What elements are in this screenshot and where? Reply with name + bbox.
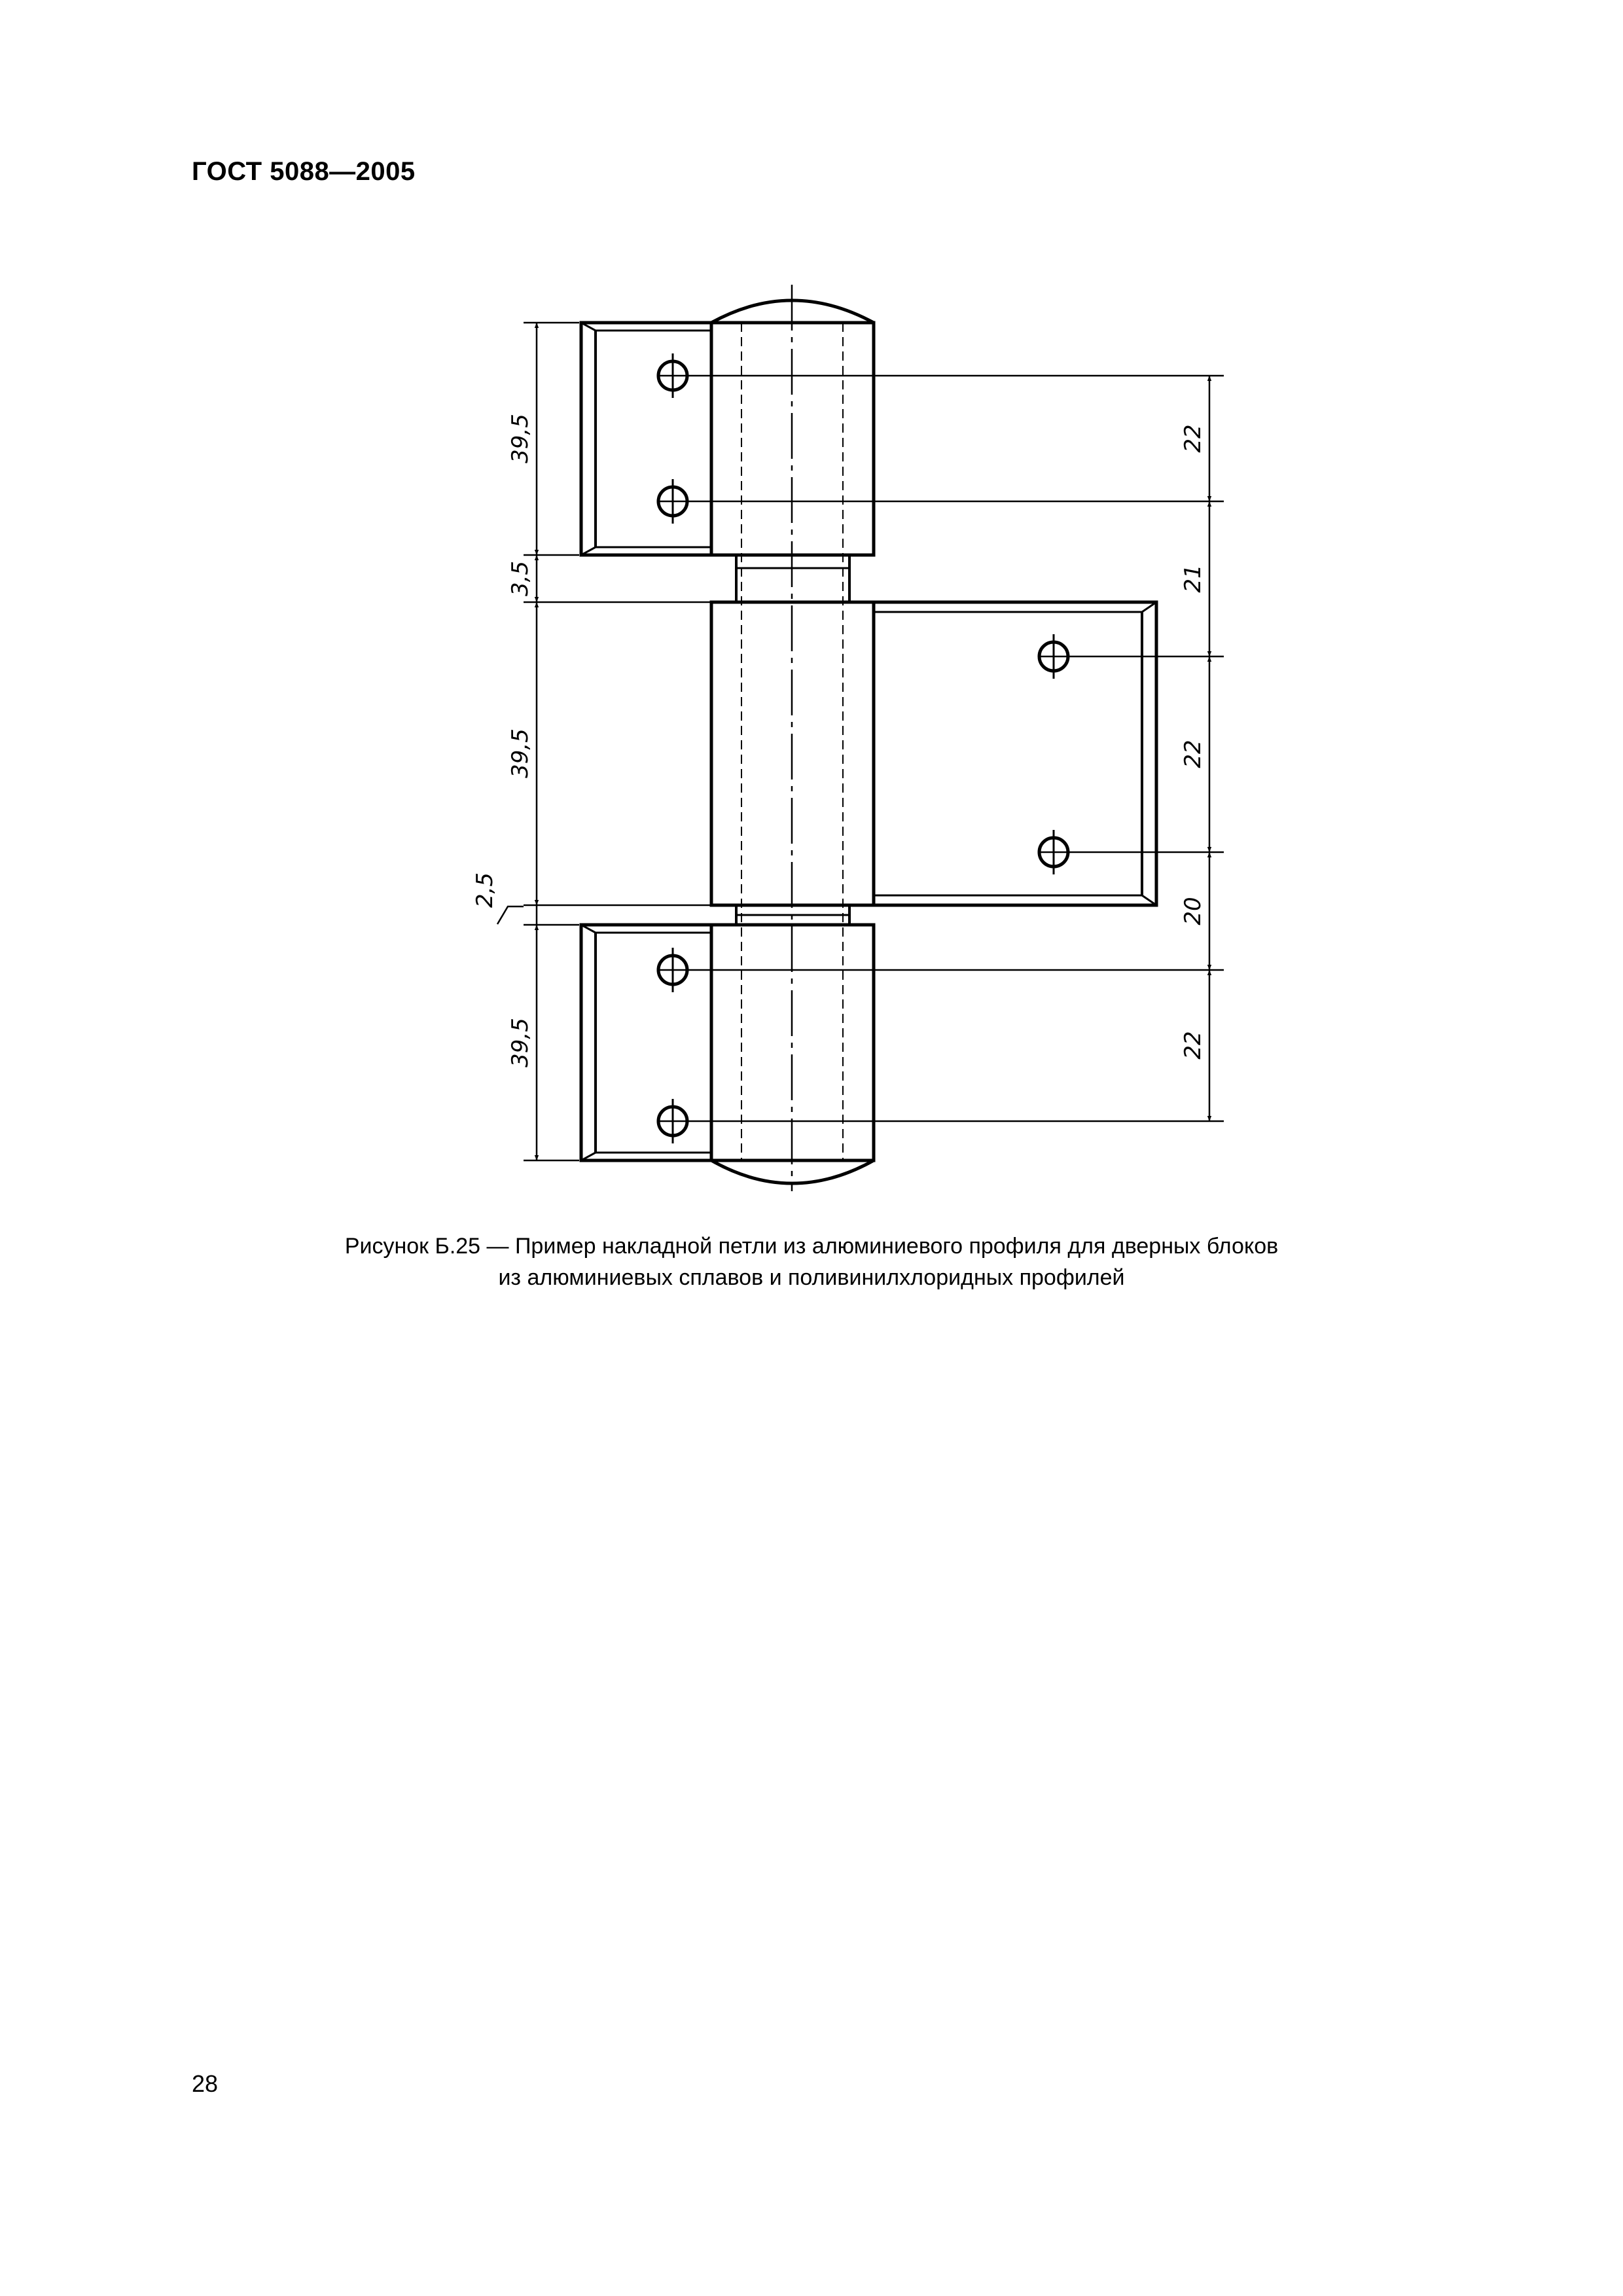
figure-caption-line-1: Рисунок Б.25 — Пример накладной петли из алюминиевого профиля для дверных блоков xyxy=(344,1234,1279,1259)
right-extension-lines xyxy=(658,376,1224,1121)
dim-right-middle-holes: 22 xyxy=(1180,740,1206,768)
middle-leaf-outer xyxy=(874,602,1156,905)
dim-right-bottom-holes: 22 xyxy=(1180,1031,1206,1060)
page-number: 28 xyxy=(192,2070,219,2097)
dim-right-top-to-middle: 21 xyxy=(1180,564,1206,593)
left-extension-lines xyxy=(524,323,710,1160)
figure-caption xyxy=(0,1230,1623,1293)
dim-left-middle-knuckle: 39,5 xyxy=(507,728,533,778)
dim-left-gap-top: 3,5 xyxy=(507,560,533,597)
dim-left-bottom-leaf: 39,5 xyxy=(507,1018,533,1067)
figure-caption-line-2: из алюминиевых сплавов и поливинилхлоридных профилей xyxy=(498,1265,1125,1290)
dim-right-top-holes: 22 xyxy=(1180,424,1206,453)
bottom-leaf-outer xyxy=(581,925,711,1160)
dim-left-top-leaf: 39,5 xyxy=(507,414,533,463)
top-leaf-outer xyxy=(581,323,711,555)
document-standard-code: ГОСТ 5088—2005 xyxy=(192,157,416,186)
dim-left-gap-bottom: 2,5 xyxy=(472,872,498,908)
dim-right-middle-to-bottom: 20 xyxy=(1180,897,1206,925)
